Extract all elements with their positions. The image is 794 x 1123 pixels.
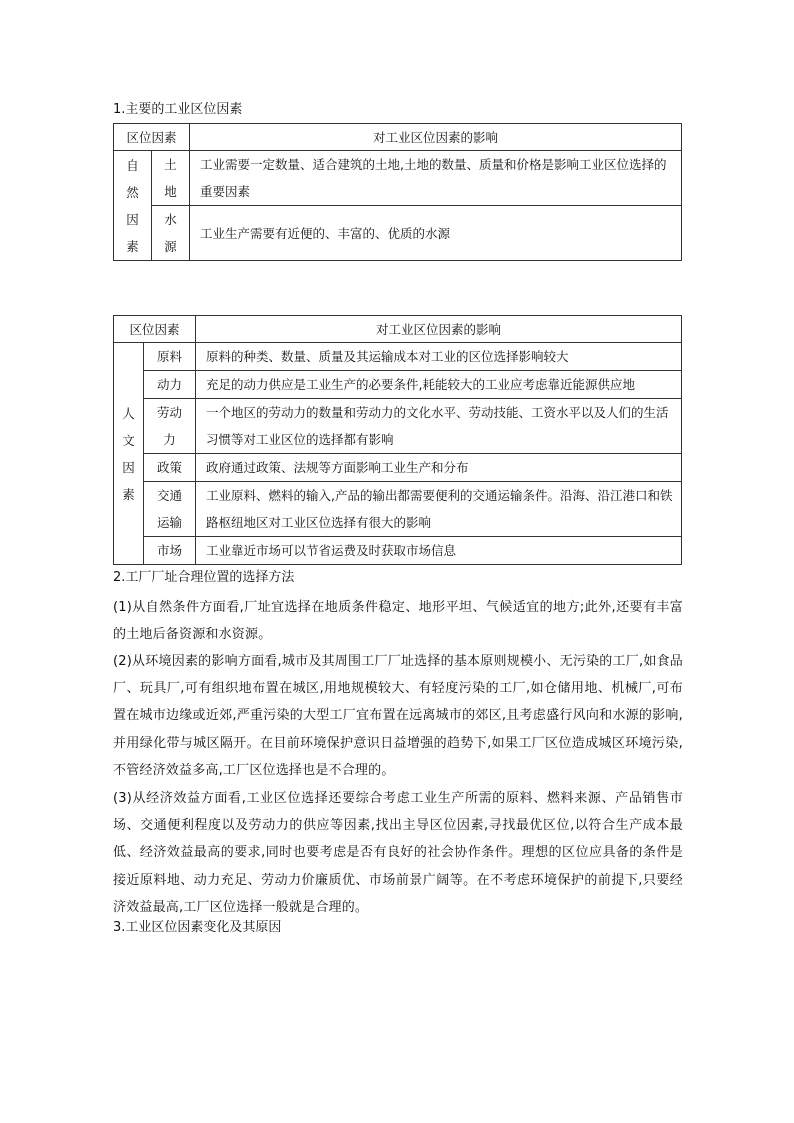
effect-raw-materials: 原料的种类、数量、质量及其运输成本对工业的区位选择影响较大 bbox=[196, 343, 682, 371]
natural-factors-group-label: 自 然 因 素 bbox=[114, 151, 152, 261]
human-factors-table bbox=[113, 315, 682, 565]
factor-market: 市场 bbox=[144, 537, 196, 565]
factor-land: 土 地 bbox=[152, 151, 190, 206]
effect-power: 充足的动力供应是工业生产的必要条件,耗能较大的工业应考虑靠近能源供应地 bbox=[196, 371, 682, 399]
section2-heading: 2.工厂厂址合理位置的选择方法 bbox=[113, 570, 295, 585]
table2-header-effect: 对工业区位因素的影响 bbox=[196, 316, 682, 343]
factor-raw-materials: 原料 bbox=[144, 343, 196, 371]
factor-transport: 交通 运输 bbox=[144, 482, 196, 537]
effect-transport: 工业原料、燃料的输入,产品的输出都需要便利的交通运输条件。沿海、沿江港口和铁路枢纽地区对工业区位选择有很大的影响 bbox=[196, 482, 682, 537]
table2-header-factor: 区位因素 bbox=[114, 316, 196, 343]
factor-water: 水 源 bbox=[152, 206, 190, 261]
section2-paragraph-2: (2)从环境因素的影响方面看,城市及其周围工厂厂址选择的基本原则规模小、无污染的工厂,如食品厂、玩具厂,可有组织地布置在城区,用地规模较大、有轻度污染的工厂,如仓储用地、机械厂,可布置在城市边缘或近郊,严重污染的大型工厂宜布置在远离城市的郊区,且考虑盛行风向和水源的影响,并用绿化带与城区隔开。在目前环境保护意识日益增强的趋势下,如果工厂区位造成城区环境污染,不管经济效益多高,工厂区位选择也是不合理的。 bbox=[113, 654, 683, 778]
effect-policy: 政府通过政策、法规等方面影响工业生产和分布 bbox=[196, 454, 682, 482]
section2-paragraph-1: (1)从自然条件方面看,厂址宜选择在地质条件稳定、地形平坦、气候适宜的地方;此外,还要有丰富的土地后备资源和水资源。 bbox=[113, 600, 683, 643]
section3-heading: 3.工业区位因素变化及其原因 bbox=[113, 920, 282, 935]
effect-water: 工业生产需要有近便的、丰富的、优质的水源 bbox=[190, 206, 682, 261]
factor-power: 动力 bbox=[144, 371, 196, 399]
table1-header-factor: 区位因素 bbox=[114, 124, 190, 151]
effect-land: 工业需要一定数量、适合建筑的土地,土地的数量、质量和价格是影响工业区位选择的重要因素 bbox=[190, 151, 682, 206]
factor-policy: 政策 bbox=[144, 454, 196, 482]
section2-paragraph-3: (3)从经济效益方面看,工业区位选择还要综合考虑工业生产所需的原料、燃料来源、产品销售市场、交通便利程度以及劳动力的供应等因素,找出主导区位因素,寻找最优区位,以符合生产成本最低、经济效益最高的要求,同时也要考虑是否有良好的社会协作条件。理想的区位应具备的条件是接近原料地、动力充足、劳动力价廉质优、市场前景广阔等。在不考虑环境保护的前提下,只要经济效益最高,工厂区位选择一般就是合理的。 bbox=[113, 791, 683, 915]
section1-heading: 1.主要的工业区位因素 bbox=[113, 102, 243, 117]
effect-labor: 一个地区的劳动力的数量和劳动力的文化水平、劳动技能、工资水平以及人们的生活习惯等对工业区位的选择都有影响 bbox=[196, 399, 682, 454]
human-factors-group-label: 人 文 因 素 bbox=[114, 343, 144, 565]
table1-header-effect: 对工业区位因素的影响 bbox=[190, 124, 682, 151]
effect-market: 工业靠近市场可以节省运费及时获取市场信息 bbox=[196, 537, 682, 565]
factor-labor: 劳动 力 bbox=[144, 399, 196, 454]
natural-factors-table bbox=[113, 123, 682, 261]
